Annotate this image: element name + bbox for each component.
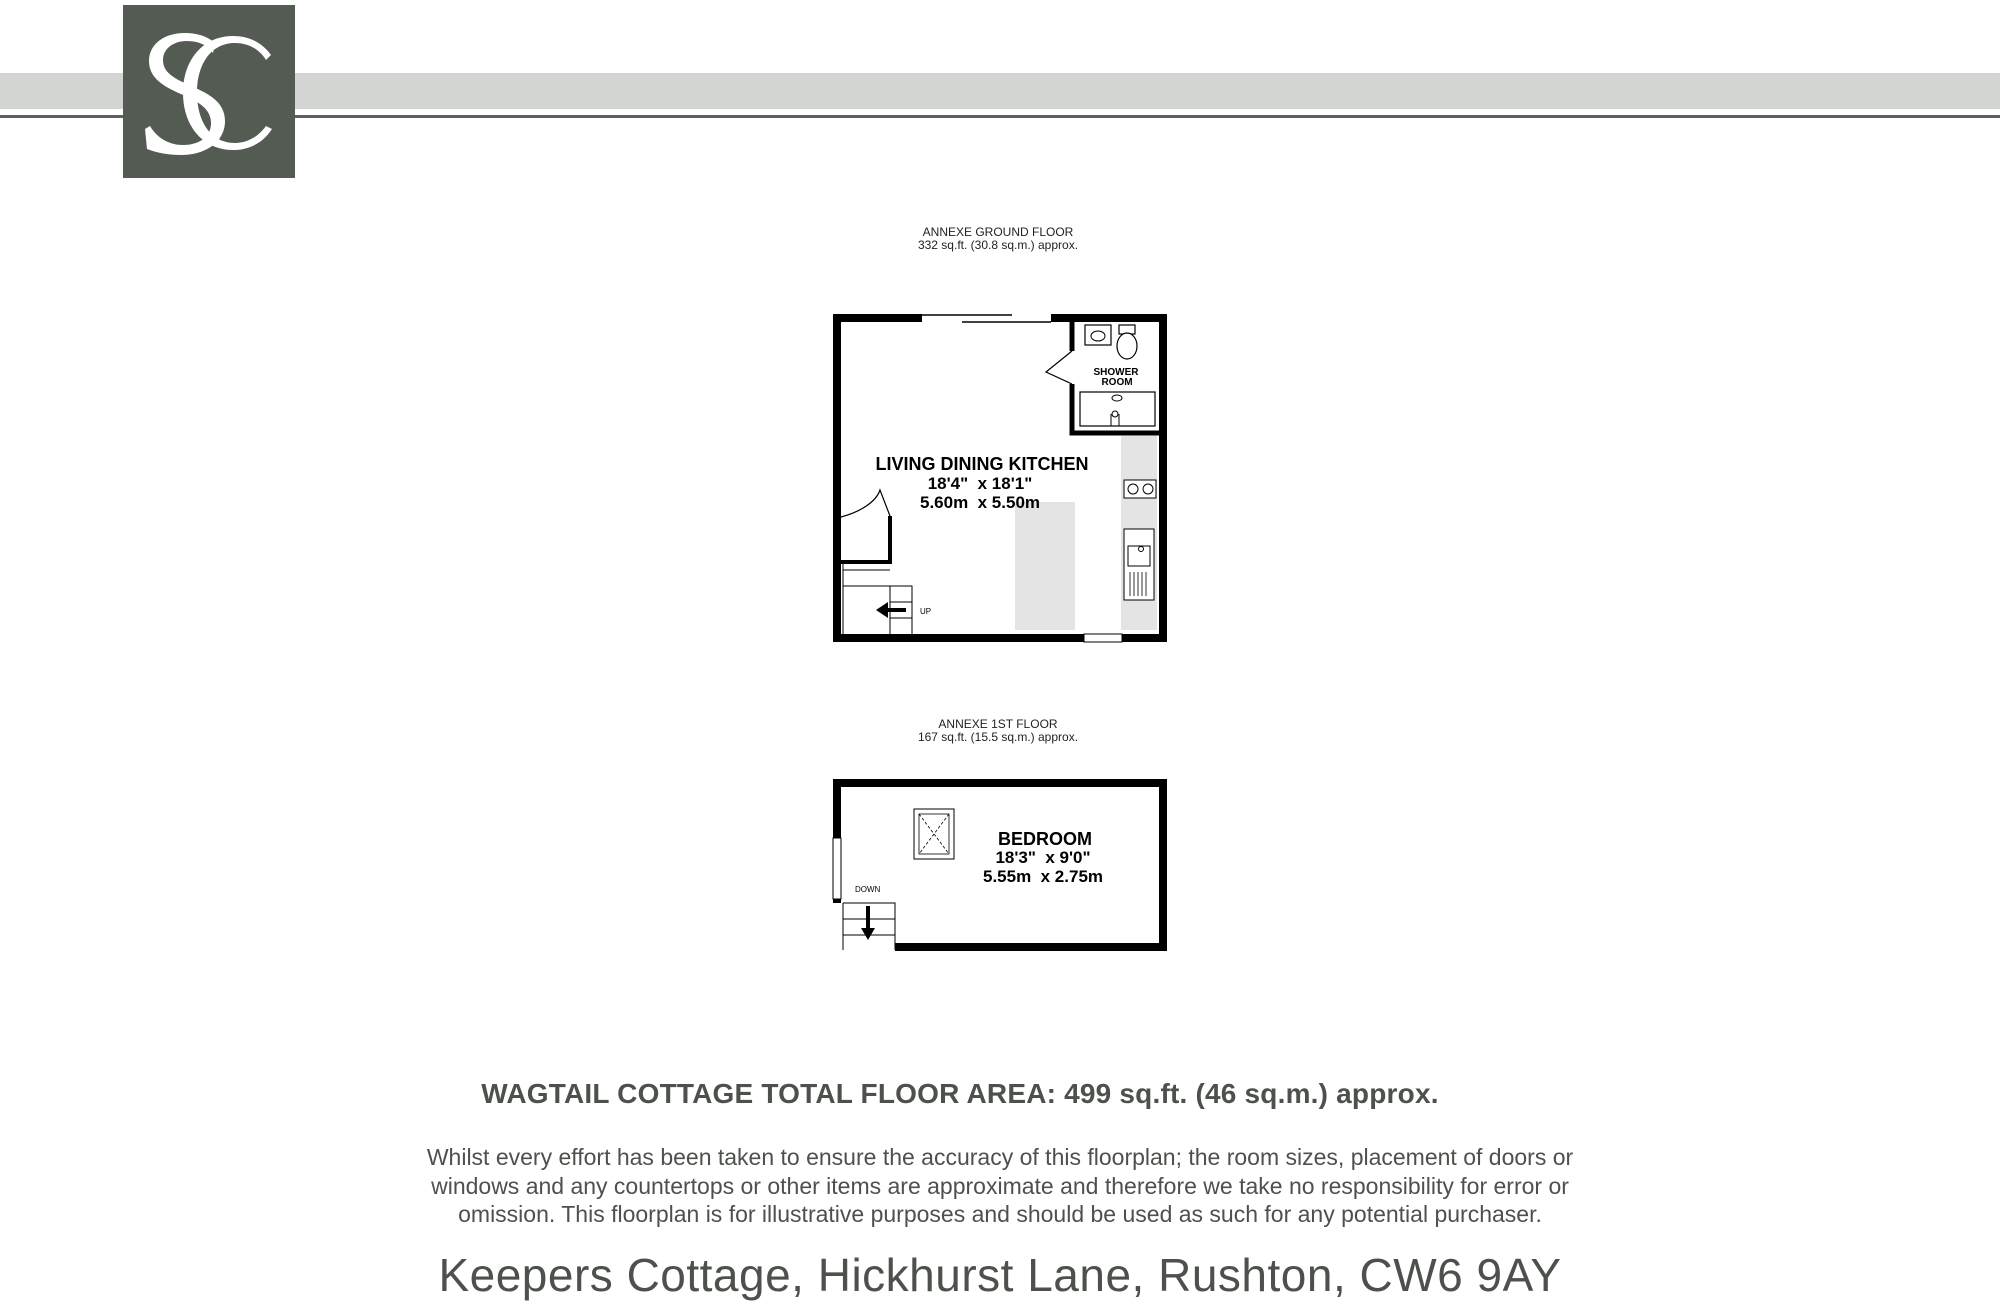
first-floor-area: 167 sq.ft. (15.5 sq.m.) approx. — [917, 730, 1079, 744]
kitchen-island — [1015, 502, 1075, 630]
window-left — [833, 838, 841, 899]
stairs-up-label: UP — [920, 607, 932, 616]
shower-room-name-line2: ROOM — [1101, 377, 1133, 388]
bedroom-name: BEDROOM — [998, 829, 1092, 849]
understairs-cupboard — [841, 516, 890, 562]
cupboard-door — [841, 490, 890, 517]
shower-room-door — [1046, 351, 1072, 384]
total-floor-area — [0, 1078, 2000, 1110]
basin — [1085, 325, 1111, 345]
bedroom-metric: 5.55m x 2.75m — [982, 867, 1104, 886]
window-bottom — [1084, 634, 1122, 642]
shower-room-name-line1: SHOWER — [1093, 367, 1139, 378]
total-floor-area-text: WAGTAIL COTTAGE TOTAL FLOOR AREA: 499 sq.ft. (46 sq.m.) approx. — [481, 1078, 1439, 1109]
first-floor-plan — [833, 783, 1163, 950]
living-dining-kitchen-imperial: 18'4" x 18'1" — [927, 474, 1033, 493]
hob — [1124, 480, 1156, 498]
living-dining-kitchen-metric: 5.60m x 5.50m — [919, 493, 1041, 512]
ground-stairs — [843, 562, 912, 634]
shower-tray — [1080, 392, 1155, 426]
ground-floor-area: 332 sq.ft. (30.8 sq.m.) approx. — [917, 238, 1079, 252]
wc-bowl — [1117, 333, 1137, 359]
ground-floor-plan — [837, 315, 1163, 642]
disclaimer: Whilst every effort has been taken to ensure the accuracy of this floorplan; the room sizes, placement of doors or windows and any countertops or other items are approximate and therefore we take no responsibility for error or omission. This floorplan is for illustrative purposes and should be used as such for any potential purchaser. — [426, 1144, 1574, 1227]
ground-floor-title: ANNEXE GROUND FLOOR — [922, 225, 1074, 239]
first-floor-title: ANNEXE 1ST FLOOR — [938, 717, 1058, 731]
living-dining-kitchen-name: LIVING DINING KITCHEN — [875, 454, 1089, 474]
stairs-down-label: DOWN — [855, 885, 881, 894]
property-address: Keepers Cottage, Hickhurst Lane, Rushton, CW6 9AY — [438, 1249, 1562, 1301]
bedroom-imperial: 18'3" x 9'0" — [995, 848, 1091, 867]
